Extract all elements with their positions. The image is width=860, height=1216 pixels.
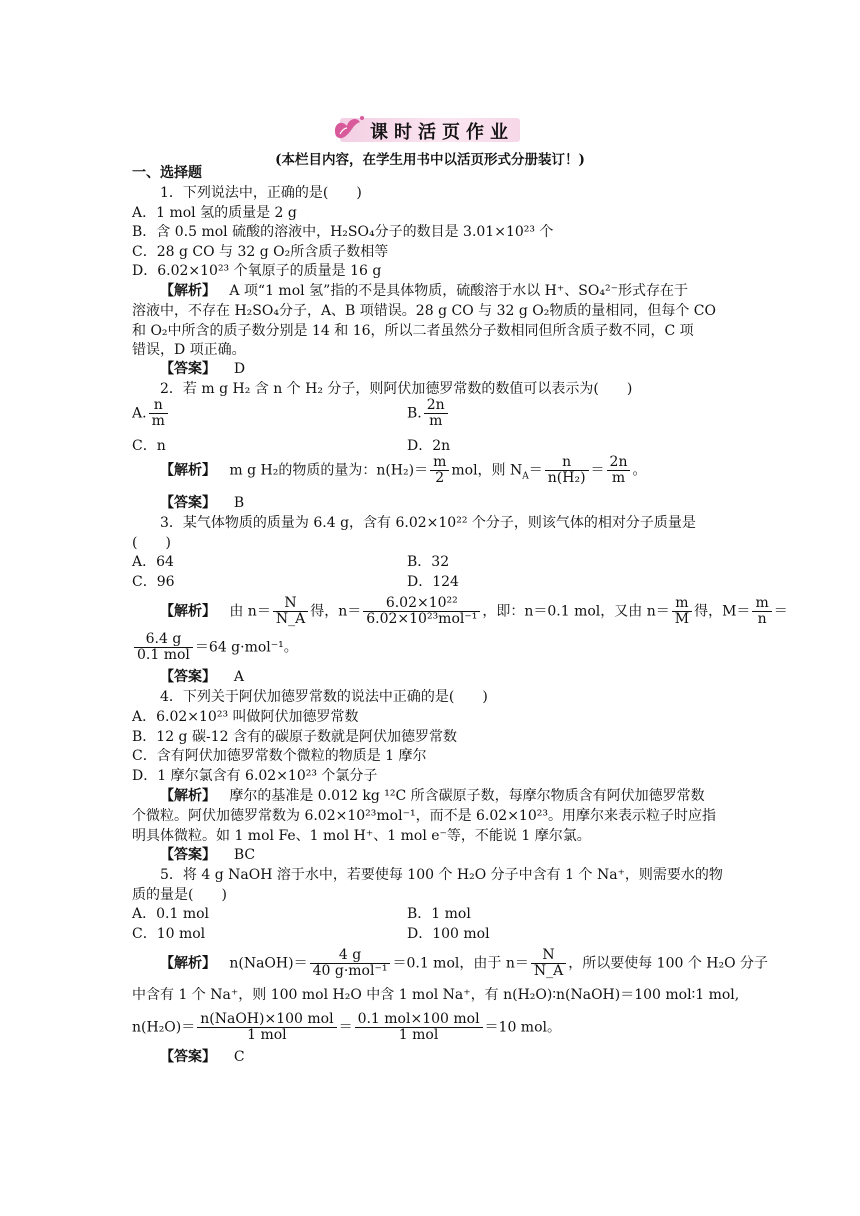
- denominator: 0.1 mol: [137, 647, 190, 663]
- q5-option-a: A．0.1 mol: [132, 906, 210, 922]
- q1-stem: 1．下列说法中，正确的是( ): [160, 185, 362, 201]
- butterfly-icon: [330, 112, 368, 146]
- analysis-text: n(NaOH)＝: [229, 955, 308, 972]
- numerator: m: [430, 455, 449, 471]
- q5-analysis-line1: [160, 948, 768, 979]
- analysis-text: ＝10 mol。: [484, 1019, 561, 1036]
- q5-option-c: C．10 mol: [132, 926, 206, 942]
- q1-analysis-line3: 和 O₂中所含的质子数分别是 14 和 16，所以二者虽然分子数相同但所含质子数不同，C 项: [132, 323, 694, 339]
- analysis-text: m g H₂的物质的量为：n(H₂)＝: [229, 462, 429, 479]
- q5-analysis-line2: 中含有 1 个 Na⁺，则 100 mol H₂O 中含 1 mol Na⁺，有 n(H₂O)∶n(NaOH)＝100 mol∶1 mol,: [132, 987, 740, 1003]
- numerator: 4 g: [310, 948, 391, 964]
- q5-option-d: D．100 mol: [407, 926, 490, 942]
- q5-stem-line2: 质的量是( ): [132, 887, 227, 903]
- denominator: 1 mol: [247, 1027, 287, 1043]
- denominator: 40 g·mol⁻¹: [312, 963, 388, 979]
- numerator: 0.1 mol×100 mol: [355, 1012, 483, 1028]
- fraction: [430, 455, 449, 486]
- answer-value: BC: [233, 847, 256, 863]
- q1-option-c: C．28 g CO 与 32 g O₂所含质子数相等: [132, 244, 389, 260]
- fraction: [672, 596, 692, 627]
- q4-answer: [160, 845, 255, 865]
- q3-stem-line2: ( ): [132, 535, 171, 551]
- analysis-text: 由 n＝: [229, 603, 271, 620]
- answer-value: B: [233, 495, 245, 511]
- fraction: [273, 596, 308, 627]
- page-title: 课时活页作业: [370, 122, 514, 143]
- answer-label: 【答案】: [160, 361, 216, 377]
- q1-answer: [160, 359, 245, 379]
- fraction: [752, 596, 771, 627]
- numerator: n: [545, 455, 589, 471]
- q3-analysis-line2: [132, 632, 298, 663]
- numerator: n: [149, 398, 168, 414]
- denominator: m: [429, 413, 443, 429]
- q1-option-d: D．6.02×10²³ 个氧原子的质量是 16 g: [132, 263, 382, 279]
- q3-option-d: D．124: [407, 574, 459, 590]
- analysis-text: 。: [632, 462, 647, 479]
- fraction: [545, 455, 589, 486]
- analysis-label: 【解析】: [160, 955, 216, 972]
- numerator: 6.4 g: [134, 632, 193, 648]
- q5-stem-line1: 5．将 4 g NaOH 溶于水中，若要使每 100 个 H₂O 分子中含有 1 个 Na⁺，则需要水的物: [160, 867, 723, 883]
- numerator: 6.02×10²²: [363, 596, 480, 612]
- denominator: M: [674, 611, 690, 627]
- q5-analysis-line3: [132, 1012, 561, 1043]
- q4-analysis-line3: 明具体微粒。如 1 mol Fe、1 mol H⁺、1 mol e⁻等，不能说 1 摩尔氯。: [132, 828, 591, 844]
- section-heading: 一、选择题: [132, 165, 202, 181]
- analysis-text: ＝: [528, 462, 543, 479]
- q3-analysis-line1: [160, 596, 788, 627]
- q1-analysis-line2: 溶液中，不存在 H₂SO₄分子，A、B 项错误。28 g CO 与 32 g O₂物质的量相同，但每个 CO: [132, 303, 716, 319]
- analysis-text: ，所以要使每 100 个 H₂O 分子: [568, 955, 769, 972]
- analysis-text: n(H₂O)＝: [132, 1019, 196, 1036]
- analysis-text: 摩尔的基准是 0.012 kg ¹²C 所含碳原子数，每摩尔物质含有阿伏加德罗常数: [229, 788, 705, 804]
- q4-option-c: C．含有阿伏加德罗常数个微粒的物质是 1 摩尔: [132, 748, 427, 764]
- q2-analysis: 【解析】 m g H₂的物质的量为：n(H₂)＝ $\frac{m}{2}$ mol，则 $N_A=$ $\frac{n}{\text{n(H₂)}}$ ＝ $\frac{2n}{m}$ 。: [160, 454, 647, 486]
- q3-stem-line1: 3．某气体物质的质量为 6.4 g，含有 6.02×10²² 个分子，则该气体的相对分子质量是: [160, 515, 696, 531]
- numerator: N: [273, 596, 308, 612]
- q1-option-b: B．含 0.5 mol 硫酸的溶液中，H₂SO₄分子的数目是 3.01×10²³ 个: [132, 224, 554, 240]
- q3-option-b: B．32: [407, 554, 450, 570]
- fraction: [310, 948, 391, 979]
- numerator: 2n: [424, 398, 448, 414]
- analysis-text: ＝64 g·mol⁻¹。: [194, 639, 298, 656]
- analysis-text: ，即：n＝0.1 mol，又由 n＝: [482, 603, 670, 620]
- denominator: N_A: [275, 611, 306, 627]
- fraction: [355, 1012, 483, 1043]
- q2-option-b: [407, 398, 450, 429]
- analysis-label: 【解析】: [160, 283, 216, 299]
- q2-answer: [160, 493, 244, 513]
- analysis-text: 得，n＝: [310, 603, 362, 620]
- analysis-text: mol，则 N: [451, 462, 523, 479]
- analysis-label: 【解析】: [160, 788, 216, 804]
- answer-label: 【答案】: [160, 847, 216, 863]
- q4-option-a: A．6.02×10²³ 叫做阿伏加德罗常数: [132, 709, 359, 725]
- q1-analysis-line4: 错误，D 项正确。: [132, 342, 246, 358]
- answer-label: 【答案】: [160, 669, 216, 685]
- option-letter: A.: [132, 405, 147, 422]
- q4-analysis-line2: 个微粒。阿伏加德罗常数为 6.02×10²³mol⁻¹，而不是 6.02×10²³。用摩尔来表示粒子时应指: [132, 808, 716, 824]
- analysis-text: ＝: [773, 603, 788, 620]
- numerator: n(NaOH)×100 mol: [197, 1012, 336, 1028]
- q4-option-b: B．12 g 碳-12 含有的碳原子数就是阿伏加德罗常数: [132, 729, 457, 745]
- analysis-text: ＝: [338, 1019, 353, 1036]
- fraction: [134, 632, 193, 663]
- q3-option-c: C．96: [132, 574, 175, 590]
- q2-option-c: C．n: [132, 438, 166, 454]
- analysis-text: ＝0.1 mol，由于 n＝: [392, 955, 529, 972]
- q5-option-b: B．1 mol: [407, 906, 471, 922]
- fraction: [197, 1012, 336, 1043]
- denominator: 2: [435, 470, 445, 486]
- denominator: m: [151, 413, 165, 429]
- numerator: m: [752, 596, 771, 612]
- q2-option-d: D．2n: [407, 438, 451, 454]
- option-letter: B.: [407, 405, 422, 422]
- subscript: A: [522, 471, 529, 482]
- analysis-text: 得，M＝: [694, 603, 751, 620]
- analysis-text: A 项“1 mol 氢”指的不是具体物质，硫酸溶于水以 H⁺、SO₄²⁻形式存在于: [229, 283, 688, 299]
- answer-label: 【答案】: [160, 495, 216, 511]
- numerator: N: [531, 948, 566, 964]
- analysis-label: 【解析】: [160, 462, 216, 479]
- q3-option-a: A．64: [132, 554, 174, 570]
- q2-option-a: [132, 398, 170, 429]
- denominator: n: [757, 611, 767, 627]
- q2-stem: 2．若 m g H₂ 含 n 个 H₂ 分子，则阿伏加德罗常数的数值可以表示为( ): [160, 381, 633, 397]
- numerator: 2n: [607, 455, 631, 471]
- answer-value: C: [233, 1049, 245, 1065]
- fraction: [424, 398, 448, 429]
- fraction: [531, 948, 566, 979]
- answer-value: D: [233, 361, 246, 377]
- q4-analysis-line1: [160, 786, 705, 806]
- answer-label: 【答案】: [160, 1049, 216, 1065]
- q4-stem: 4．下列关于阿伏加德罗常数的说法中正确的是( ): [160, 689, 488, 705]
- fraction: [363, 596, 480, 627]
- numerator: m: [672, 596, 692, 612]
- denominator: n(H₂): [547, 470, 586, 486]
- fraction: [149, 398, 168, 429]
- analysis-label: 【解析】: [160, 603, 216, 620]
- denominator: 1 mol: [398, 1027, 439, 1043]
- section-banner: [330, 112, 530, 146]
- answer-value: A: [233, 669, 244, 685]
- q3-answer: [160, 667, 244, 687]
- binding-note: (本栏目内容，在学生用书中以活页形式分册装订！): [275, 152, 585, 168]
- q5-answer: [160, 1047, 245, 1067]
- denominator: 6.02×10²³mol⁻¹: [366, 611, 478, 627]
- q4-option-d: D．1 摩尔氯含有 6.02×10²³ 个氯分子: [132, 768, 378, 784]
- q1-analysis-line1: [160, 281, 688, 301]
- denominator: N_A: [533, 963, 564, 979]
- fraction: [607, 455, 631, 486]
- q1-option-a: A．1 mol 氢的质量是 2 g: [132, 205, 297, 221]
- denominator: m: [611, 470, 626, 486]
